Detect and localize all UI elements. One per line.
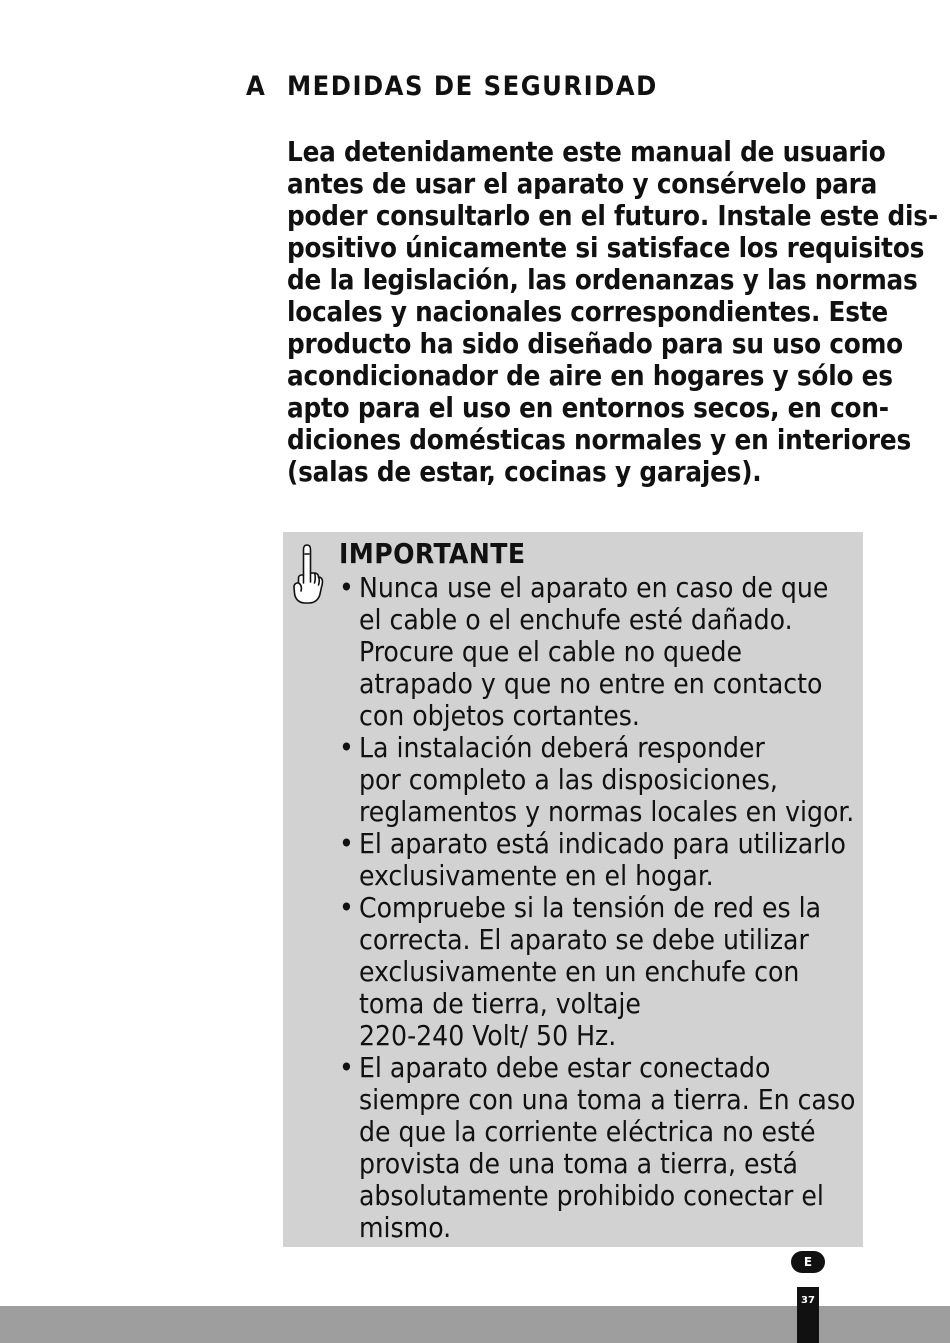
list-item xyxy=(339,892,859,1052)
section-heading xyxy=(246,70,658,104)
bullet-dot: • xyxy=(339,891,354,924)
bullet-line: siempre con una toma a tierra. En caso xyxy=(359,1083,856,1116)
bullet-line: toma de tierra, voltaje xyxy=(359,987,641,1020)
section-title: MEDIDAS DE SEGURIDAD xyxy=(287,71,658,102)
bullet-line: mismo. xyxy=(359,1211,452,1244)
important-title: IMPORTANTE xyxy=(339,537,526,570)
list-item xyxy=(339,732,859,828)
language-badge: E xyxy=(791,1251,825,1273)
important-list xyxy=(339,572,859,1244)
bullet-line: correcta. El aparato se debe utilizar xyxy=(359,923,809,956)
intro-line: Lea detenidamente este manual de usuario xyxy=(287,136,886,168)
important-box xyxy=(283,532,863,1247)
bullet-line: provista de una toma a tierra, está xyxy=(359,1147,798,1180)
intro-line: diciones domésticas normales y en interiores xyxy=(287,424,911,456)
bullet-line: Compruebe si la tensión de red es la xyxy=(359,891,822,924)
list-item xyxy=(339,828,859,892)
bullet-line: Nunca use el aparato en caso de que xyxy=(359,571,829,604)
bullet-line: 220-240 Volt/ 50 Hz. xyxy=(359,1019,617,1052)
list-item xyxy=(339,1052,859,1244)
bullet-line: exclusivamente en un enchufe con xyxy=(359,955,800,988)
intro-line: poder consultarlo en el futuro. Instale este dis- xyxy=(287,200,938,232)
intro-line: apto para el uso en entornos secos, en con- xyxy=(287,392,889,424)
section-letter: A xyxy=(246,71,267,102)
bullet-line: El aparato debe estar conectado xyxy=(359,1051,771,1084)
bullet-line: Procure que el cable no quede xyxy=(359,635,742,668)
bullet-line: por completo a las disposiciones, xyxy=(359,763,778,796)
bullet-dot: • xyxy=(339,827,354,860)
intro-line: de la legislación, las ordenanzas y las normas xyxy=(287,264,918,296)
intro-line: producto ha sido diseñado para su uso como xyxy=(287,328,903,360)
bullet-line: el cable o el enchufe esté dañado. xyxy=(359,603,793,636)
list-item xyxy=(339,572,859,732)
intro-line: positivo únicamente si satisface los requisitos xyxy=(287,232,925,264)
intro-line: locales y nacionales correspondientes. Este xyxy=(287,296,889,328)
bullet-dot: • xyxy=(339,1051,354,1084)
bullet-line: de que la corriente eléctrica no esté xyxy=(359,1115,816,1148)
page-number: 37 xyxy=(801,1295,815,1306)
intro-line: (salas de estar, cocinas y garajes). xyxy=(287,456,762,488)
intro-line: acondicionador de aire en hogares y sólo es xyxy=(287,360,893,392)
bullet-line: exclusivamente en el hogar. xyxy=(359,859,714,892)
bullet-line: absolutamente prohibido conectar el xyxy=(359,1179,824,1212)
intro-paragraph xyxy=(287,136,938,488)
bullet-dot: • xyxy=(339,571,354,604)
bullet-line: con objetos cortantes. xyxy=(359,699,640,732)
bullet-line: reglamentos y normas locales en vigor. xyxy=(359,795,855,828)
bullet-dot: • xyxy=(339,731,354,764)
bullet-line: La instalación deberá responder xyxy=(359,731,765,764)
intro-line: antes de usar el aparato y consérvelo para xyxy=(287,168,878,200)
bullet-line: El aparato está indicado para utilizarlo xyxy=(359,827,846,860)
bullet-line: atrapado y que no entre en contacto xyxy=(359,667,823,700)
pointing-hand-icon xyxy=(291,542,325,606)
